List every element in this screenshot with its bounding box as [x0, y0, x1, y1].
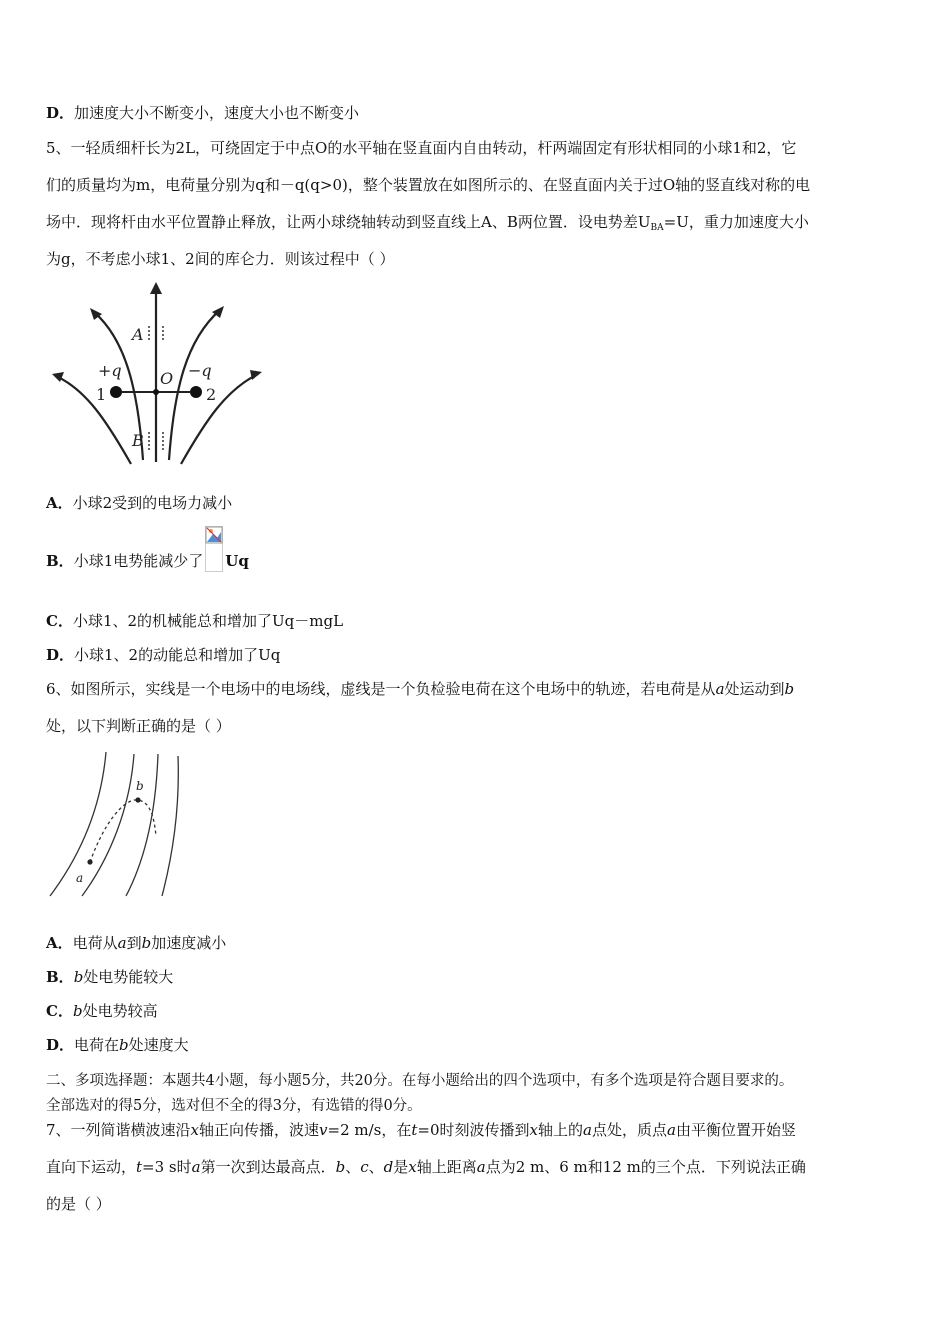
q7-var: b: [335, 1158, 346, 1176]
option-label: C．: [46, 612, 73, 630]
q5-text: =U，重力加速度大小: [663, 213, 809, 231]
option-text: 小球1、2的机械能总和增加了Uq－mgL: [72, 612, 344, 630]
q7-text: 轴正向传播，波速: [199, 1121, 320, 1139]
q5-option-a: [46, 492, 232, 513]
q6-option-d: [46, 1034, 189, 1055]
q7-text: 轴上距离: [416, 1158, 477, 1176]
q5-stem-line2: 们的质量均为m，电荷量分别为q和－q(q>0)，整个装置放在如图所示的、在竖直面内关于过O轴的竖直线对称的电: [46, 176, 811, 194]
label-o: O: [160, 369, 174, 388]
q7-var: d: [383, 1158, 394, 1176]
q7-var: v: [319, 1121, 328, 1139]
pivot-o: [153, 389, 159, 395]
q7-text: 点为2 m、6 m和12 m的三个点．下列说法正确: [485, 1158, 806, 1176]
q5-option-b: [46, 526, 249, 584]
q7-text: =0时刻波传播到: [417, 1121, 530, 1139]
arrow-head-left-outer: [52, 372, 64, 382]
var-b: b: [119, 1036, 129, 1054]
q7-text: 直向下运动，: [46, 1158, 137, 1176]
q5-stem-line3: [46, 211, 809, 233]
q6-trajectory-figure: [46, 748, 186, 900]
arrow-head-top: [150, 282, 162, 294]
option-text: 处速度大: [128, 1036, 189, 1054]
var-b: b: [73, 968, 84, 986]
label-minus-q: −q: [188, 361, 212, 380]
field-line-4: [162, 756, 178, 896]
q6-option-b: [46, 966, 173, 987]
dashed-trajectory: [90, 800, 156, 862]
label-b: b: [136, 779, 144, 793]
label-2: 2: [206, 385, 217, 404]
option-text: 加速度大小不断变小，速度大小也不断变小: [74, 104, 360, 122]
option-label: A．: [46, 934, 73, 952]
q6-text: 6、如图所示，实线是一个电场中的电场线，虚线是一个负检验电荷在这个电场中的轨迹，若电荷是从: [46, 680, 716, 698]
q4-option-d: [46, 102, 359, 123]
q7-var: x: [190, 1121, 200, 1139]
q7-text: =2 m/s，在: [327, 1121, 412, 1139]
q7-text: 、: [368, 1158, 384, 1176]
option-text: 电荷从: [72, 934, 118, 952]
option-text: 加速度减小: [151, 934, 227, 952]
q7-text: =3 s时: [142, 1158, 192, 1176]
arrow-head-right-outer: [250, 370, 262, 380]
option-text: 小球2受到的电场力减小: [72, 494, 233, 512]
var-b: b: [72, 1002, 83, 1020]
section2-heading-line1: 二、多项选择题：本题共4小题，每小题5分，共20分。在每小题给出的四个选项中，有多个选项是符合题目要求的。: [46, 1073, 794, 1089]
option-text: 小球1、2的动能总和增加了Uq: [74, 646, 281, 664]
field-line-3: [126, 754, 158, 896]
option-label: C．: [46, 1002, 73, 1020]
q7-text: 点处，质点: [591, 1121, 667, 1139]
q7-var: a: [583, 1121, 592, 1139]
q7-var: a: [666, 1121, 676, 1139]
section2-heading-line2: 全部选对的得5分，选对但不全的得3分，有选错的得0分。: [46, 1098, 422, 1114]
option-text: 处电势较高: [82, 1002, 158, 1020]
q7-stem-line2: [46, 1156, 806, 1177]
option-label: D．: [46, 104, 75, 122]
q5-text: 场中．现将杆由水平位置静止释放，让两小球绕轴转动到竖直线上A、B两位置．设电势差U: [46, 213, 651, 231]
q7-stem-line1: [46, 1119, 796, 1140]
subscript-ba: BA: [650, 223, 664, 233]
option-text: 小球1电势能减少了: [73, 552, 204, 570]
point-a: [87, 859, 92, 864]
q5-option-d: [46, 644, 280, 665]
q7-text: 第一次到达最高点．: [200, 1158, 336, 1176]
q6-var-b: b: [784, 680, 795, 698]
option-label: D．: [46, 1036, 75, 1054]
q6-var-a: a: [715, 680, 725, 698]
option-text: 处电势能较大: [83, 968, 174, 986]
q6-text: 处运动到: [724, 680, 785, 698]
q6-stem-line2: 处，以下判断正确的是（ ）: [46, 717, 231, 735]
label-plus-q: +q: [98, 361, 122, 380]
q7-text: 、: [345, 1158, 361, 1176]
q6-option-a: [46, 932, 226, 953]
q7-var: x: [408, 1158, 417, 1176]
q6-stem-line1: [46, 678, 794, 699]
q7-text: 轴上的: [538, 1121, 584, 1139]
q7-var: a: [191, 1158, 201, 1176]
var-a: a: [117, 934, 127, 952]
ball-2: [190, 386, 202, 398]
q7-var: t: [411, 1121, 418, 1139]
q5-field-figure: [46, 280, 268, 470]
q7-var: t: [136, 1158, 143, 1176]
q6-option-c: [46, 1000, 158, 1021]
point-b: [135, 797, 140, 802]
option-text-uq: Uq: [225, 552, 249, 570]
option-text: 到: [126, 934, 142, 952]
q5-stem-line4: 为g，不考虑小球1、2间的库仑力．则该过程中（ ）: [46, 250, 395, 268]
broken-image-icon: [205, 526, 223, 572]
q7-var: x: [529, 1121, 538, 1139]
option-label: B．: [46, 552, 74, 570]
option-label: B．: [46, 968, 74, 986]
q7-var: c: [360, 1158, 369, 1176]
q7-text: 是: [393, 1158, 409, 1176]
q7-text: 由平衡位置开始竖: [675, 1121, 796, 1139]
var-b: b: [141, 934, 152, 952]
q5-stem-line1: 5、一轻质细杆长为2L，可绕固定于中点O的水平轴在竖直面内自由转动，杆两端固定有形状相同的小球1和2，它: [46, 139, 797, 157]
option-label: D．: [46, 646, 75, 664]
label-a: a: [76, 871, 84, 885]
q7-stem-line3: 的是（ ）: [46, 1195, 111, 1213]
option-text: 电荷在: [74, 1036, 120, 1054]
label-a: A: [132, 325, 144, 344]
q7-var: a: [476, 1158, 486, 1176]
ball-1: [110, 386, 122, 398]
label-1: 1: [96, 385, 107, 404]
label-b: B: [132, 431, 144, 450]
option-label: A．: [46, 494, 73, 512]
q7-text: 7、一列简谐横波速沿: [46, 1121, 191, 1139]
q5-option-c: [46, 610, 343, 631]
